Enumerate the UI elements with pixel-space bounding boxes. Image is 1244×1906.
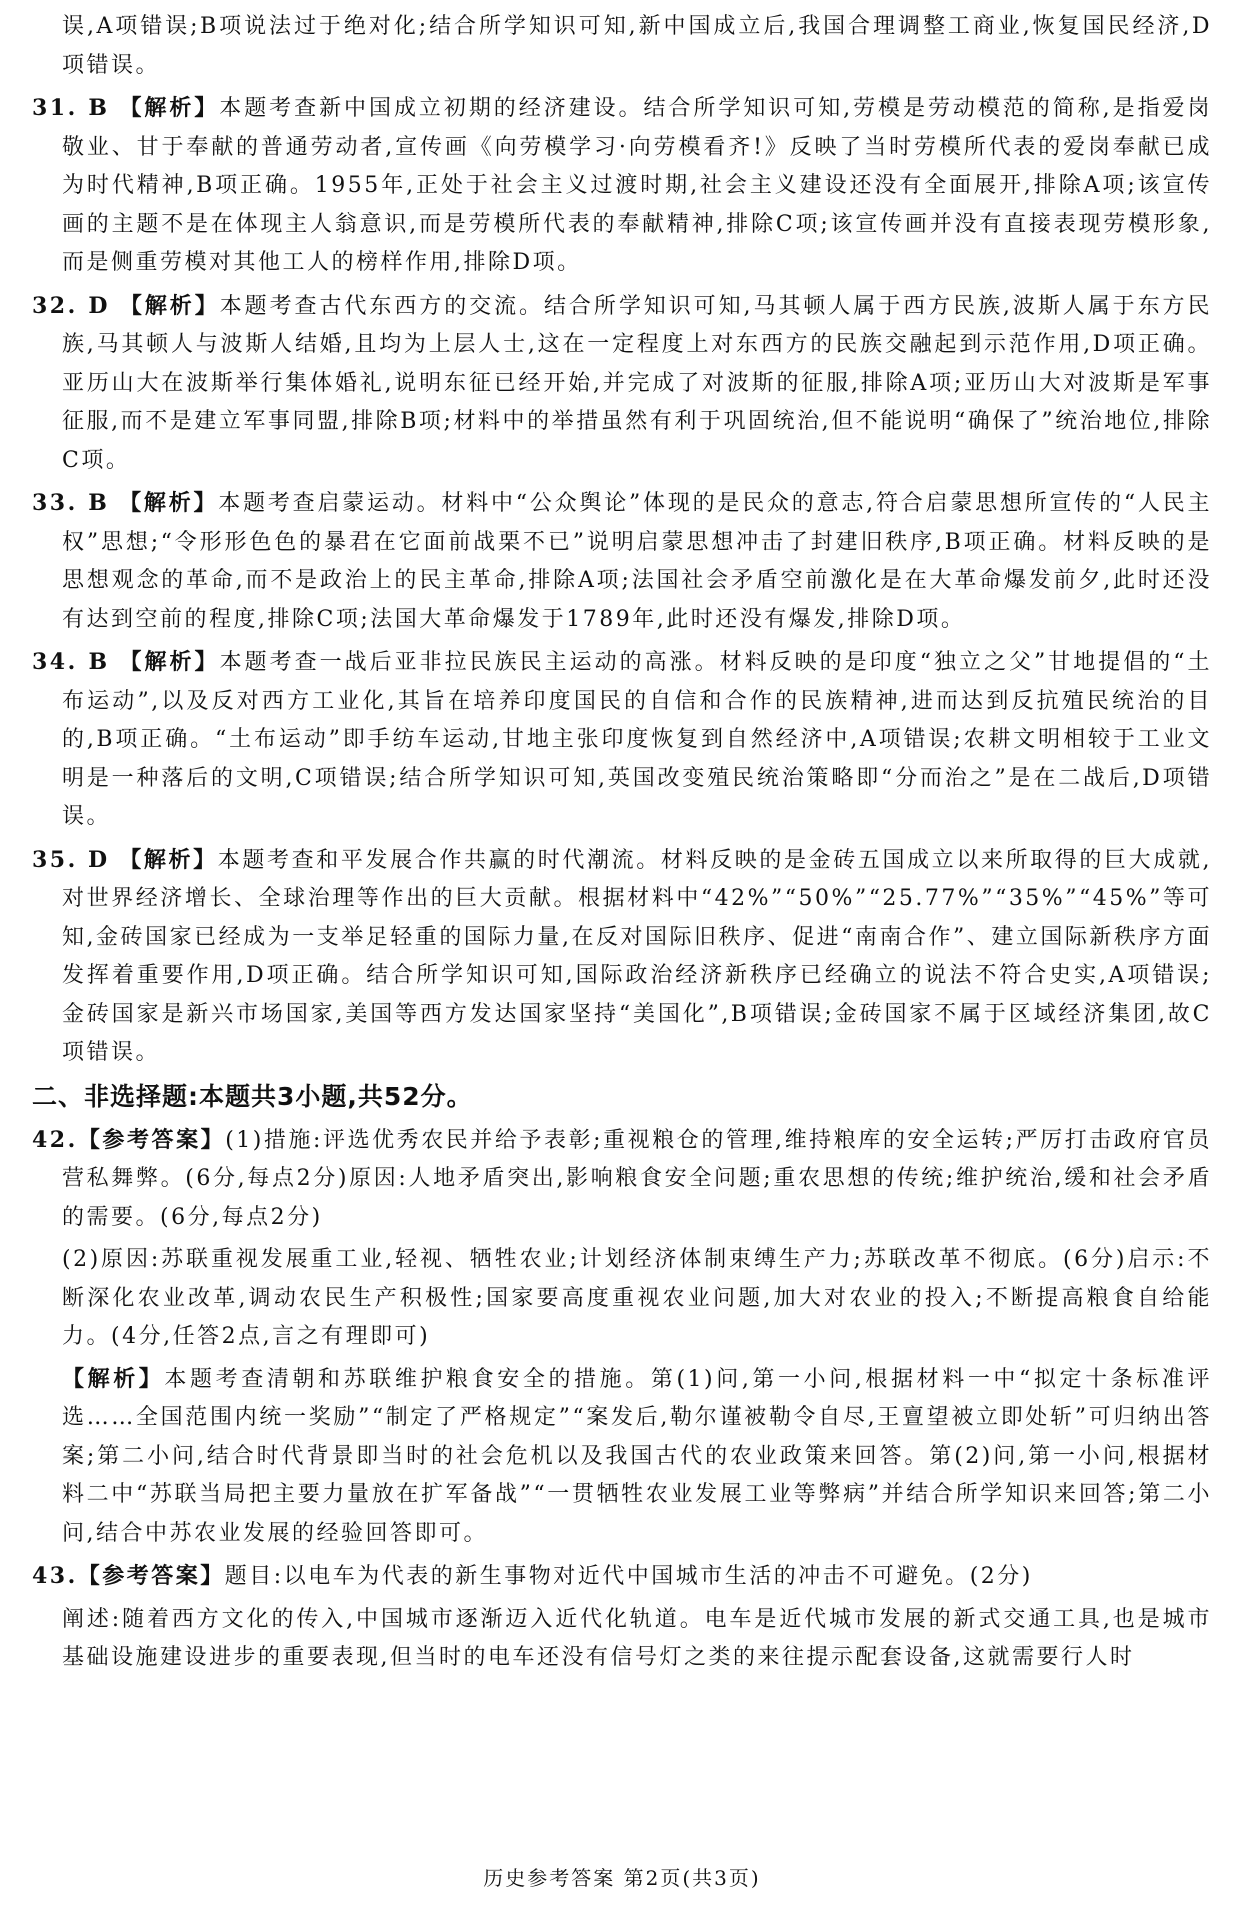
analysis-tag: 【解析】 [62,1366,165,1392]
question-number: 35. D [32,846,110,873]
analysis-tag: 【解析】 [119,650,220,675]
answer-34 [32,643,1212,837]
answer-text: 本题考查启蒙运动。材料中“公众舆论”体现的是民众的意志,符合启蒙思想所宣传的“人民主权”思想;“令形形色色的暴君在它面前战栗不已”说明启蒙思想冲击了封建旧秩序,B项正确。材料反映的是思想观念的革命,而不是政治上的民主革命,排除A项;法国社会矛盾空前激化是在大革命爆发前夕,此时还没有达到空前的程度,排除C项;法国大革命爆发于1789年,此时还没有爆发,排除D项。 [62,491,1212,632]
analysis-text: 本题考查清朝和苏联维护粮食安全的措施。第(1)问,第一小问,根据材料一中“拟定十条标准评选……全国范围内统一奖励”“制定了严格规定”“案发后,勒尔谨被勒令自尽,王亶望被立即处斩”可归纳出答案;第二小问,结合时代背景即当时的社会危机以及我国古代的农业政策来回答。第(2)问,第一小问,根据材料二中“苏联当局把主要力量放在扩军备战”“一贯牺牲农业发展工业等弊病”并结合所学知识来回答;第二小问,结合中苏农业发展的经验回答即可。 [62,1366,1212,1546]
reference-answer-tag: 【参考答案】 [77,1564,225,1589]
intro-paragraph: 误,A项错误;B项说法过于绝对化;结合所学知识可知,新中国成立后,我国合理调整工商业,恢复国民经济,D项错误。 [62,14,1212,78]
answer-42-part2: (2)原因:苏联重视发展重工业,轻视、牺牲农业;计划经济体制束缚生产力;苏联改革不彻底。(6分)启示:不断深化农业改革,调动农民生产积极性;国家要高度重视农业问题,加大对农业的投入;不断提高粮食自给能力。(4分,任答2点,言之有理即可) [62,1247,1212,1349]
answer-32 [32,287,1212,481]
answer-text: 本题考查古代东西方的交流。结合所学知识可知,马其顿人属于西方民族,波斯人属于东方民族,马其顿人与波斯人结婚,且均为上层人士,这在一定程度上对东西方的民族交融起到示范作用,D项正确。亚历山大在波斯举行集体婚礼,说明东征已经开始,并完成了对波斯的征服,排除A项;亚历山大对波斯是军事征服,而不是建立军事同盟,排除B项;材料中的举措虽然有利于巩固统治,但不能说明“确保了”统治地位,排除C项。 [62,293,1212,473]
question-number: 33. B [32,490,110,516]
answer-text: 本题考查和平发展合作共赢的时代潮流。材料反映的是金砖五国成立以来所取得的巨大成就,对世界经济增长、全球治理等作出的巨大贡献。根据材料中“42%”“50%”“25.77%”“35%”“45%”等可知,金砖国家已经成为一支举足轻重的国际力量,在反对国际旧秩序、促进“南南合作”、建立国际新秩序方面发挥着重要作用,D项正确。结合所学知识可知,国际政治经济新秩序已经确立的说法不符合史实,A项错误;金砖国家是新兴市场国家,美国等西方发达国家坚持“美国化”,B项错误;金砖国家不属于区域经济集团,故C项错误。 [62,847,1213,1065]
analysis-tag: 【解析】 [119,96,220,121]
answer-43-part2: 阐述:随着西方文化的传入,中国城市逐渐迈入近代化轨道。电车是近代城市发展的新式交通工具,也是城市基础设施建设进步的重要表现,但当时的电车还没有信号灯之类的来往提示配套设备,这就需要行人时 [62,1606,1212,1670]
question-number: 42. [32,1126,78,1153]
page-content [32,8,1212,1682]
answer-text: (1)措施:评选优秀农民并给予表彰;重视粮仓的管理,维持粮库的安全运转;严厉打击政府官员营私舞弊。(6分,每点2分)原因:人地矛盾突出,影响粮食安全问题;重农思想的传统;维护统治,缓和社会矛盾的需要。(6分,每点2分) [62,1127,1212,1230]
answer-35 [32,841,1212,1073]
answer-text: 本题考查新中国成立初期的经济建设。结合所学知识可知,劳模是劳动模范的简称,是指爱岗敬业、甘于奉献的普通劳动者,宣传画《向劳模学习·向劳模看齐!》反映了当时劳模所代表的爱岗奉献已成为时代精神,B项正确。1955年,正处于社会主义过渡时期,社会主义建设还没有全面展开,排除A项;该宣传画的主题不是在体现主人翁意识,而是劳模所代表的奉献精神,排除C项;该宣传画并没有直接表现劳模形象,而是侧重劳模对其他工人的榜样作用,排除D项。 [62,96,1212,275]
analysis-tag: 【解析】 [119,847,218,873]
answer-text: 题目:以电车为代表的新生事物对近代中国城市生活的冲击不可避免。(2分) [224,1564,1033,1589]
question-number: 31. B [32,95,110,121]
question-number: 32. D [32,292,110,319]
answer-42-analysis [32,1361,1212,1554]
answer-42-part1 [32,1121,1212,1238]
answer-text: 本题考查一战后亚非拉民族民主运动的高涨。材料反映的是印度“独立之父”甘地提倡的“土布运动”,以及反对西方工业化,其旨在培养印度国民的自信和合作的民族精神,进而达到反抗殖民统治的目的,B项正确。“土布运动”即手纺车运动,甘地主张印度恢复到自然经济中,A项错误;农耕文明相较于工业文明是一种落后的文明,C项错误;结合所学知识可知,英国改变殖民统治策略即“分而治之”是在二战后,D项错误。 [62,650,1212,829]
answer-33 [32,484,1212,639]
answer-43-part1 [32,1557,1212,1597]
answer-31 [32,89,1212,283]
analysis-tag: 【解析】 [119,293,220,319]
page-footer: 历史参考答案 第2页(共3页) [483,1866,761,1890]
question-number: 34. B [32,649,110,675]
section-title: 二、非选择题:本题共3小题,共52分。 [32,1081,473,1111]
reference-answer-tag: 【参考答案】 [77,1127,226,1153]
analysis-tag: 【解析】 [119,491,219,516]
question-number: 43. [32,1563,78,1589]
